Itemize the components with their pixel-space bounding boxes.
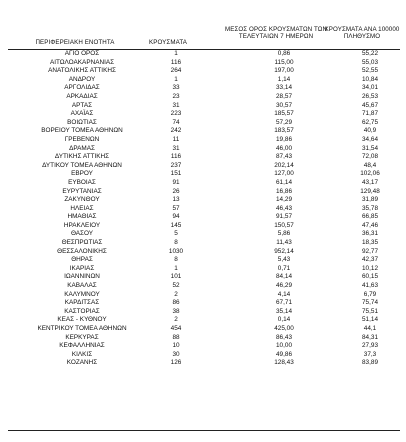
cell-region: ΚΕΝΤΡΙΚΟΥ ΤΟΜΕΑ ΑΘΗΝΩΝ <box>37 325 127 332</box>
cell-cases: 1 <box>174 75 178 83</box>
cell-avg7: 19,86 <box>276 135 292 143</box>
table-row <box>8 342 400 351</box>
cell-avg7: 4,14 <box>277 290 291 298</box>
cell-region: ΑΡΤΑΣ <box>71 101 93 109</box>
cell-per100k: 31,89 <box>362 196 378 204</box>
table-row <box>8 351 400 360</box>
table-row <box>8 153 400 162</box>
cell-per100k: 55,22 <box>362 50 378 57</box>
cell-region: ΖΑΚΥΝΘΟΥ <box>64 196 100 204</box>
cell-region: ΑΓΙΟ ΟΡΟΣ <box>64 50 100 57</box>
cell-cases: 1 <box>174 50 178 57</box>
cell-per100k: 72,08 <box>362 153 378 161</box>
cell-cases: 1 <box>174 264 178 272</box>
cell-cases: 23 <box>172 92 180 100</box>
table-row <box>8 102 400 111</box>
cell-avg7: 150,57 <box>274 221 294 229</box>
cell-region: ΑΧΑΪΑΣ <box>70 110 94 118</box>
cell-per100k: 75,51 <box>362 307 378 315</box>
cell-cases: 52 <box>172 282 180 290</box>
cell-per100k: 83,89 <box>362 359 378 367</box>
header-cases: ΚΡΟΥΣΜΑΤΑ <box>149 39 187 46</box>
cell-region: ΚΑΣΤΟΡΙΑΣ <box>64 307 100 315</box>
cell-per100k: 41,63 <box>362 282 378 290</box>
table-row <box>8 273 400 282</box>
table-row <box>8 256 400 265</box>
cell-cases: 5 <box>174 230 178 238</box>
cell-cases: 26 <box>172 187 180 195</box>
table-row <box>8 359 400 368</box>
cell-region: ΚΕΡΚΥΡΑΣ <box>65 333 99 341</box>
cell-per100k: 44,1 <box>363 325 377 332</box>
cell-avg7: 0,14 <box>277 316 291 324</box>
cell-region: ΑΝΑΤΟΛΙΚΗΣ ΑΤΤΙΚΗΣ <box>48 67 116 75</box>
table-row <box>8 110 400 119</box>
cell-cases: 8 <box>174 239 178 247</box>
cell-avg7: 11,43 <box>276 239 292 247</box>
table-row <box>8 179 400 188</box>
table-row <box>8 248 400 257</box>
table-row <box>8 136 400 145</box>
cell-cases: 151 <box>170 170 182 178</box>
table-row <box>8 59 400 68</box>
cell-avg7: 33,14 <box>276 84 292 92</box>
table-row <box>8 162 400 171</box>
cell-region: ΓΡΕΒΕΝΩΝ <box>64 135 100 143</box>
cell-per100k: 36,31 <box>362 230 378 238</box>
cell-avg7: 10,00 <box>276 342 292 350</box>
table-row <box>8 145 400 154</box>
cell-per100k: 92,77 <box>362 247 378 255</box>
cell-per100k: 27,93 <box>362 342 378 350</box>
cell-per100k: 31,54 <box>362 144 378 152</box>
cell-region: ΑΙΤΩΛΟΑΚΑΡΝΑΝΙΑΣ <box>49 58 115 66</box>
table-row <box>8 308 400 317</box>
table-row <box>8 119 400 128</box>
table-row <box>8 282 400 291</box>
cell-cases: 1030 <box>168 247 184 255</box>
table-row <box>8 316 400 325</box>
cell-region: ΚΑΡΔΙΤΣΑΣ <box>64 299 100 307</box>
table-bottom-divider <box>8 430 400 431</box>
cell-cases: 8 <box>174 256 178 264</box>
cell-region: ΚΕΦΑΛΛΗΝΙΑΣ <box>59 342 105 350</box>
cell-avg7: 952,14 <box>274 247 294 255</box>
cell-region: ΑΡΓΟΛΙΔΑΣ <box>64 84 100 92</box>
table-row <box>8 299 400 308</box>
cell-per100k: 34,64 <box>362 135 378 143</box>
cell-region: ΚΙΛΚΙΣ <box>71 350 93 358</box>
cell-cases: 10 <box>172 342 180 350</box>
cell-per100k: 129,48 <box>360 187 380 195</box>
table-row <box>8 93 400 102</box>
cell-per100k: 47,46 <box>362 221 378 229</box>
cell-region: ΕΥΒΟΙΑΣ <box>68 178 96 186</box>
cell-avg7: 30,57 <box>276 101 292 109</box>
cell-avg7: 46,29 <box>276 282 292 290</box>
cell-avg7: 5,43 <box>277 256 291 264</box>
cell-per100k: 26,53 <box>362 92 378 100</box>
cell-cases: 30 <box>172 350 180 358</box>
cell-region: ΘΕΣΣΑΛΟΝΙΚΗΣ <box>57 247 107 255</box>
cell-per100k: 84,31 <box>362 333 378 341</box>
table-row <box>8 291 400 300</box>
cell-per100k: 52,55 <box>362 67 378 75</box>
cell-avg7: 91,57 <box>276 213 292 221</box>
table-row <box>8 50 400 59</box>
cell-avg7: 1,14 <box>277 75 291 83</box>
cell-per100k: 10,12 <box>362 264 378 272</box>
cell-per100k: 48,4 <box>363 161 377 169</box>
cell-cases: 116 <box>170 153 182 161</box>
cell-avg7: 35,14 <box>276 307 292 315</box>
cell-avg7: 49,86 <box>276 350 292 358</box>
cell-avg7: 425,00 <box>274 325 294 332</box>
header-avg7: ΜΕΣΟΣ ΟΡΟΣ ΚΡΟΥΣΜΑΤΩΝ ΤΩΝ ΤΕΛΕΥΤΑΙΩΝ 7 ΗΜΕΡΩΝ <box>224 26 328 40</box>
table-row <box>8 127 400 136</box>
cell-per100k: 43,17 <box>362 178 378 186</box>
table-row <box>8 84 400 93</box>
cell-avg7: 5,86 <box>277 230 291 238</box>
cell-region: ΒΟΡΕΙΟΥ ΤΟΜΕΑ ΑΘΗΝΩΝ <box>41 127 123 135</box>
cell-avg7: 197,00 <box>274 67 294 75</box>
cell-region: ΑΝΔΡΟΥ <box>68 75 96 83</box>
cell-region: ΚΑΒΑΛΑΣ <box>67 282 97 290</box>
header-region: ΠΕΡΙΦΕΡΕΙΑΚΗ ΕΝΟΤΗΤΑ <box>35 39 115 46</box>
cell-cases: 94 <box>172 213 180 221</box>
cell-cases: 13 <box>172 196 180 204</box>
cell-cases: 86 <box>172 299 180 307</box>
cell-cases: 454 <box>170 325 182 332</box>
table-row <box>8 239 400 248</box>
cell-avg7: 16,86 <box>276 187 292 195</box>
cell-region: ΚΟΖΑΝΗΣ <box>66 359 98 367</box>
cell-avg7: 128,43 <box>274 359 294 367</box>
cell-region: ΗΜΑΘΙΑΣ <box>67 213 97 221</box>
table-row <box>8 205 400 214</box>
cell-per100k: 51,14 <box>362 316 378 324</box>
cell-per100k: 55,03 <box>362 58 378 66</box>
cell-cases: 57 <box>172 204 180 212</box>
cell-avg7: 0,86 <box>277 50 291 57</box>
cell-cases: 242 <box>170 127 182 135</box>
cell-region: ΘΗΡΑΣ <box>71 256 93 264</box>
cell-per100k: 6,79 <box>363 290 377 298</box>
cell-region: ΔΥΤΙΚΟΥ ΤΟΜΕΑ ΑΘΗΝΩΝ <box>42 161 122 169</box>
cell-cases: 38 <box>172 307 180 315</box>
cell-avg7: 185,57 <box>274 110 294 118</box>
cell-per100k: 75,74 <box>362 299 378 307</box>
cell-avg7: 46,43 <box>276 204 292 212</box>
cell-per100k: 71,87 <box>362 110 378 118</box>
cell-per100k: 40,9 <box>363 127 377 135</box>
table-row <box>8 265 400 274</box>
table-row <box>8 170 400 179</box>
cell-per100k: 66,85 <box>362 213 378 221</box>
cell-cases: 2 <box>174 290 178 298</box>
cell-region: ΙΩΑΝΝΙΝΩΝ <box>64 273 100 281</box>
cell-avg7: 28,57 <box>276 92 292 100</box>
table-row <box>8 222 400 231</box>
table-row <box>8 196 400 205</box>
table-row <box>8 334 400 343</box>
table-body <box>8 50 400 368</box>
cell-avg7: 67,71 <box>276 299 292 307</box>
cell-per100k: 102,06 <box>360 170 380 178</box>
header-per100k: ΚΡΟΥΣΜΑΤΑ ΑΝΑ 100000 ΠΛΗΘΥΣΜΟ <box>324 26 400 40</box>
table-row <box>8 67 400 76</box>
cell-cases: 2 <box>174 316 178 324</box>
cell-avg7: 46,00 <box>276 144 292 152</box>
table-row <box>8 325 400 334</box>
cell-avg7: 0,71 <box>277 264 291 272</box>
cell-avg7: 14,29 <box>276 196 292 204</box>
table-row <box>8 76 400 85</box>
cell-avg7: 115,00 <box>274 58 294 66</box>
table-row <box>8 188 400 197</box>
cell-avg7: 87,43 <box>276 153 292 161</box>
cell-avg7: 202,14 <box>274 161 294 169</box>
cell-region: ΑΡΚΑΔΙΑΣ <box>66 92 98 100</box>
table-row <box>8 213 400 222</box>
cell-region: ΔΡΑΜΑΣ <box>69 144 95 152</box>
cell-cases: 11 <box>172 135 180 143</box>
cell-cases: 88 <box>172 333 180 341</box>
cell-per100k: 60,15 <box>362 273 378 281</box>
cell-cases: 116 <box>170 58 182 66</box>
cell-per100k: 35,78 <box>362 204 378 212</box>
cell-region: ΘΕΣΠΡΩΤΙΑΣ <box>61 239 103 247</box>
cell-region: ΒΟΙΩΤΙΑΣ <box>67 118 97 126</box>
cell-region: ΘΑΣΟΥ <box>70 230 94 238</box>
cell-avg7: 84,14 <box>276 273 292 281</box>
table-row <box>8 230 400 239</box>
cell-cases: 126 <box>170 359 182 367</box>
cell-avg7: 61,14 <box>276 178 292 186</box>
cell-cases: 264 <box>170 67 182 75</box>
cell-cases: 33 <box>172 84 180 92</box>
cell-cases: 237 <box>170 161 182 169</box>
cell-region: ΙΚΑΡΙΑΣ <box>69 264 95 272</box>
cell-avg7: 86,43 <box>276 333 292 341</box>
cell-cases: 145 <box>170 221 182 229</box>
cell-per100k: 10,84 <box>362 75 378 83</box>
cell-region: ΗΛΕΙΑΣ <box>70 204 94 212</box>
cell-per100k: 42,37 <box>362 256 378 264</box>
cell-avg7: 127,00 <box>274 170 294 178</box>
cell-region: ΚΑΛΥΜΝΟΥ <box>64 290 100 298</box>
cell-region: ΚΕΑΣ - ΚΥΘΝΟΥ <box>57 316 107 324</box>
cell-cases: 223 <box>170 110 182 118</box>
cell-per100k: 37,3 <box>363 350 377 358</box>
cell-cases: 31 <box>172 101 180 109</box>
cell-region: ΗΡΑΚΛΕΙΟΥ <box>63 221 101 229</box>
cell-cases: 91 <box>172 178 180 186</box>
cell-per100k: 62,75 <box>362 118 378 126</box>
cell-cases: 31 <box>172 144 180 152</box>
cell-per100k: 45,67 <box>362 101 378 109</box>
cell-region: ΕΥΡΥΤΑΝΙΑΣ <box>62 187 102 195</box>
cell-region: ΕΒΡΟΥ <box>71 170 93 178</box>
cell-avg7: 183,57 <box>274 127 294 135</box>
cell-region: ΔΥΤΙΚΗΣ ΑΤΤΙΚΗΣ <box>54 153 110 161</box>
cell-per100k: 34,01 <box>362 84 378 92</box>
cell-per100k: 18,35 <box>362 239 378 247</box>
cell-cases: 74 <box>172 118 180 126</box>
cell-cases: 101 <box>170 273 182 281</box>
cell-avg7: 57,29 <box>276 118 292 126</box>
